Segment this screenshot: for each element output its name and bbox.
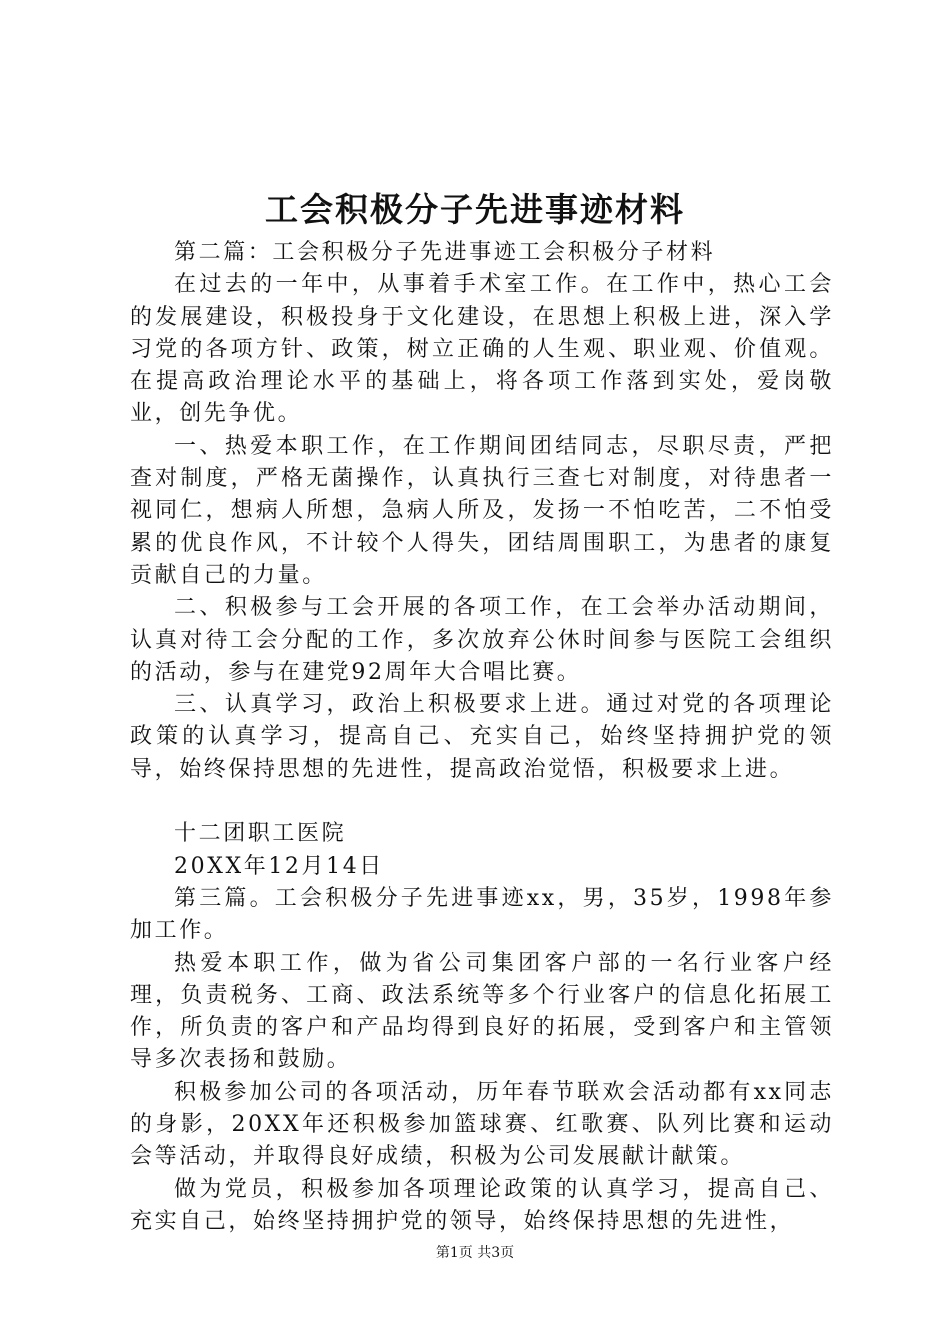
paragraph-heading-part2: 第二篇：工会积极分子先进事迹工会积极分子材料 <box>174 240 716 265</box>
signature-organization: 十二团职工医院 <box>174 821 347 847</box>
page-footer: 第1页 共3页 <box>435 1245 515 1261</box>
blank-line <box>130 786 834 818</box>
paragraph: 在过去的一年中，从事着手术室工作。在工作中，热心工会的发展建设，积极投身于文化建设，在思想上积极上进，深入学习党的各项方针、政策，树立正确的人生观、职业观、价值观。在提高政治理论水平的基础上，将各项工作落到实处，爱岗敬业，创先争优。 <box>130 272 834 427</box>
paragraph: 二、积极参与工会开展的各项工作，在工会举办活动期间，认真对待工会分配的工作，多次放弃公休时间参与医院工会组织的活动，参与在建党92周年大合唱比赛。 <box>130 595 834 685</box>
document-title: 工会积极分子先进事迹材料 <box>265 190 685 229</box>
paragraph: 热爱本职工作，做为省公司集团客户部的一名行业客户经理，负责税务、工商、政法系统等多个行业客户的信息化拓展工作，所负责的客户和产品均得到良好的拓展，受到客户和主管领导多次表扬和鼓励。 <box>130 950 834 1073</box>
paragraph: 三、认真学习，政治上积极要求上进。通过对党的各项理论政策的认真学习，提高自己、充实自己，始终坚持拥护党的领导，始终保持思想的先进性，提高政治觉悟，积极要求上进。 <box>130 692 834 782</box>
paragraph-heading-part3: 第三篇。工会积极分子先进事迹xx，男，35岁，1998年参加工作。 <box>130 885 834 944</box>
signature-date: 20XX年12月14日 <box>174 853 384 879</box>
paragraph: 做为党员，积极参加各项理论政策的认真学习，提高自己、充实自己，始终坚持拥护党的领导，始终保持思想的先进性， <box>130 1176 834 1234</box>
paragraph: 积极参加公司的各项活动，历年春节联欢会活动都有xx同志的身影，20XX年还积极参加篮球赛、红歌赛、队列比赛和运动会等活动，并取得良好成绩，积极为公司发展献计献策。 <box>130 1079 834 1170</box>
paragraph: 一、热爱本职工作，在工作期间团结同志，尽职尽责，严把查对制度，严格无菌操作，认真执行三查七对制度，对待患者一视同仁，想病人所想，急病人所及，发扬一不怕吃苦，二不怕受累的优良作风，不计较个人得失，团结周围职工，为患者的康复贡献自己的力量。 <box>130 433 834 588</box>
document-body <box>130 237 834 1238</box>
